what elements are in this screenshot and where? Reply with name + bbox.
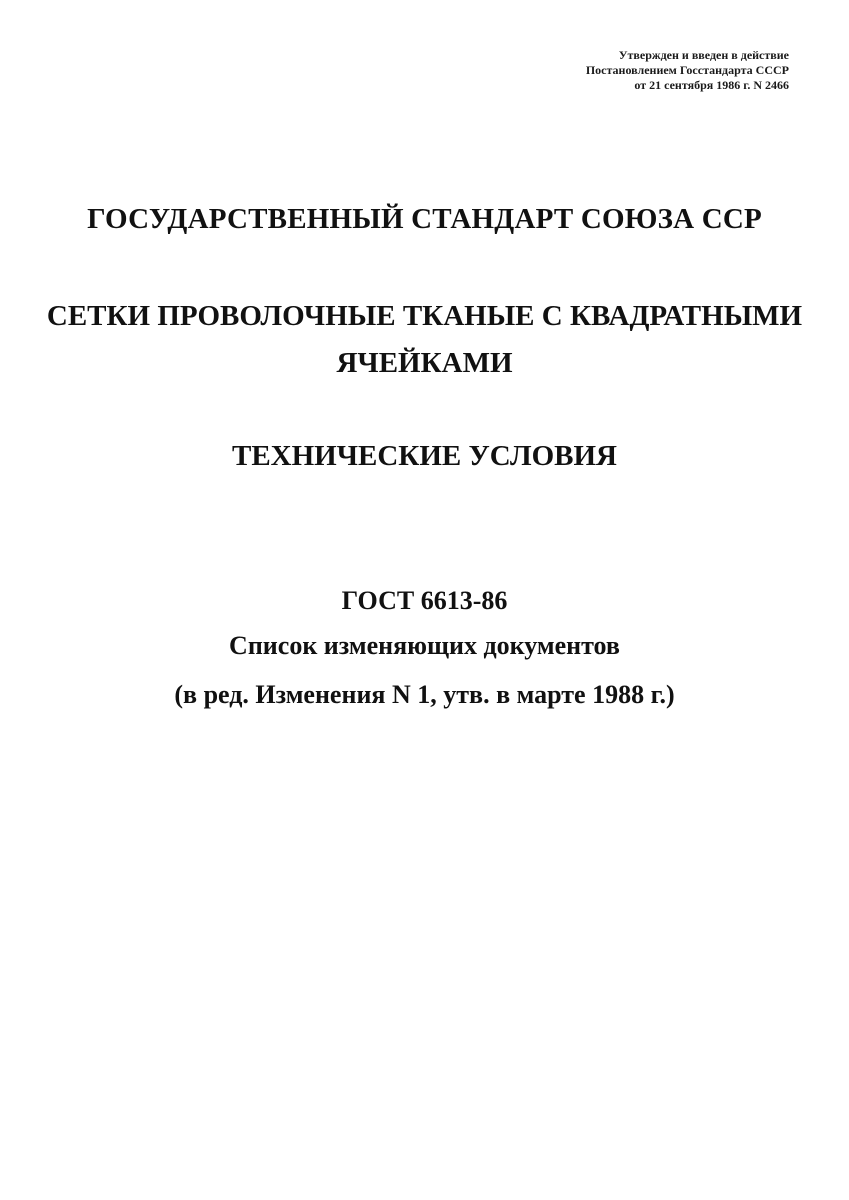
gost-number: ГОСТ 6613-86 <box>341 586 508 615</box>
approval-line-3: от 21 сентября 1986 г. N 2466 <box>634 78 789 92</box>
approval-line-2: Постановлением Госстандарта СССР <box>585 63 789 77</box>
document-title-line-1: СЕТКИ ПРОВОЛОЧНЫЕ ТКАНЫЕ С КВАДРАТНЫМИ <box>46 300 803 332</box>
approval-line-1: Утвержден и введен в действие <box>618 48 789 62</box>
approval-note <box>586 48 789 93</box>
state-standard-heading: ГОСУДАРСТВЕННЫЙ СТАНДАРТ СОЮЗА ССР <box>87 203 762 235</box>
document-subtitle: ТЕХНИЧЕСКИЕ УСЛОВИЯ <box>231 440 617 472</box>
document-title-line-2: ЯЧЕЙКАМИ <box>336 347 513 379</box>
changes-edition-note: (в ред. Изменения N 1, утв. в марте 1988 г.) <box>174 680 675 709</box>
changes-list-heading: Список изменяющих документов <box>229 631 620 660</box>
